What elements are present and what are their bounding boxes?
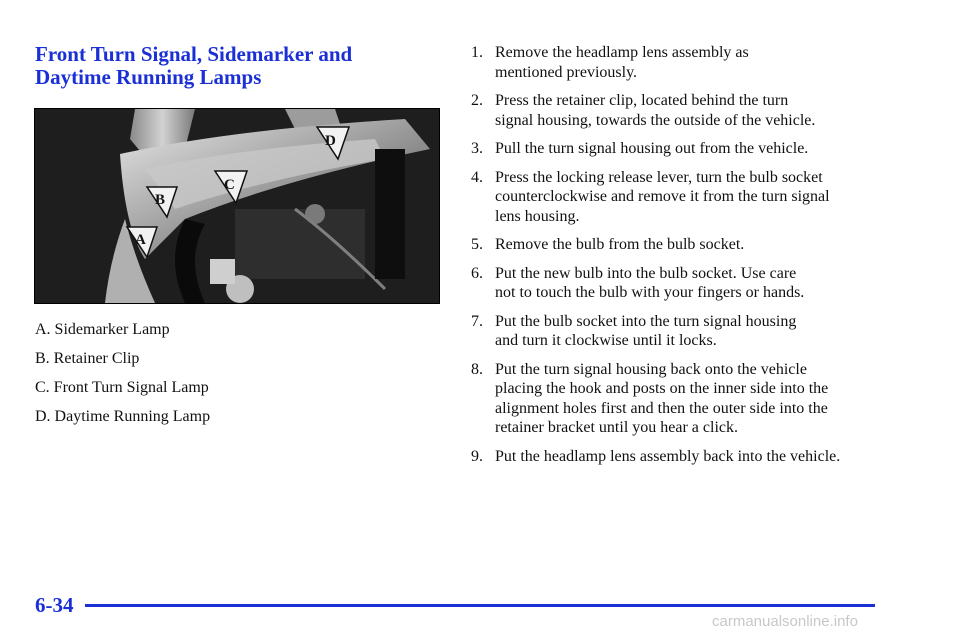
step-text	[495, 264, 916, 303]
step-number: 3.	[471, 140, 483, 157]
step-line: Put the turn signal housing back onto the vehicle	[495, 360, 807, 378]
step-text	[495, 43, 916, 82]
step-item	[471, 235, 916, 255]
step-line: signal housing, towards the outside of the vehicle.	[495, 111, 816, 129]
legend-item: C. Front Turn Signal Lamp	[35, 379, 209, 396]
step-line: placing the hook and posts on the inner side into the	[495, 380, 829, 397]
step-line: Remove the bulb from the bulb socket.	[495, 236, 745, 253]
step-number: 9.	[471, 447, 483, 465]
step-item	[471, 43, 916, 82]
watermark-text: carmanualsonline.info	[712, 613, 858, 630]
step-line: not to touch the bulb with your fingers or hands.	[495, 284, 805, 301]
step-item	[471, 360, 916, 438]
step-line: Put the headlamp lens assembly back into the vehicle.	[495, 447, 841, 465]
step-line: lens housing.	[495, 207, 580, 225]
step-number: 8.	[471, 360, 483, 378]
page-number: 6-34	[35, 593, 74, 617]
step-text	[495, 139, 916, 159]
figure-legend	[35, 320, 435, 436]
step-line: Remove the headlamp lens assembly as	[495, 44, 749, 61]
step-line: Press the retainer clip, located behind the turn	[495, 92, 789, 109]
step-number: 5.	[471, 236, 483, 253]
step-text	[495, 168, 916, 227]
section-heading-line: Daytime Running Lamps	[35, 65, 262, 89]
step-number: 7.	[471, 312, 483, 330]
step-item	[471, 264, 916, 303]
step-item	[471, 168, 916, 227]
step-number: 1.	[471, 44, 483, 61]
step-line: and turn it clockwise until it locks.	[495, 332, 717, 349]
callout-label: A	[135, 232, 146, 248]
step-item	[471, 447, 916, 467]
step-text	[495, 360, 916, 438]
legend-item: D. Daytime Running Lamp	[35, 408, 211, 425]
step-text	[495, 312, 916, 351]
lamp-photo-illustration	[35, 109, 439, 303]
footer-rule	[85, 604, 875, 607]
step-line: Put the bulb socket into the turn signal housing	[495, 312, 797, 330]
step-number: 6.	[471, 264, 483, 282]
step-text	[495, 235, 916, 255]
step-line: Press the locking release lever, turn the bulb socket	[495, 168, 823, 186]
step-item	[471, 91, 916, 130]
step-line: retainer bracket until you hear a click.	[495, 419, 738, 436]
procedure-steps	[471, 43, 916, 475]
callout-label: D	[325, 133, 336, 149]
lamp-photo	[34, 108, 440, 304]
step-line: mentioned previously.	[495, 63, 638, 81]
callout-label: C	[224, 177, 235, 193]
step-number: 4.	[471, 168, 483, 186]
legend-item: A. Sidemarker Lamp	[35, 321, 170, 338]
legend-item: B. Retainer Clip	[35, 350, 140, 367]
section-heading	[35, 43, 435, 89]
step-item	[471, 139, 916, 159]
step-number: 2.	[471, 92, 483, 109]
step-item	[471, 312, 916, 351]
callout-label: B	[155, 192, 166, 208]
step-text	[495, 447, 916, 467]
step-text	[495, 91, 916, 130]
step-line: Put the new bulb into the bulb socket. Use care	[495, 264, 797, 282]
step-line: alignment holes first and then the outer side into the	[495, 399, 828, 417]
step-line: counterclockwise and remove it from the turn signal	[495, 188, 830, 205]
section-heading-line: Front Turn Signal, Sidemarker and	[35, 42, 353, 66]
step-line: Pull the turn signal housing out from the vehicle.	[495, 140, 809, 157]
